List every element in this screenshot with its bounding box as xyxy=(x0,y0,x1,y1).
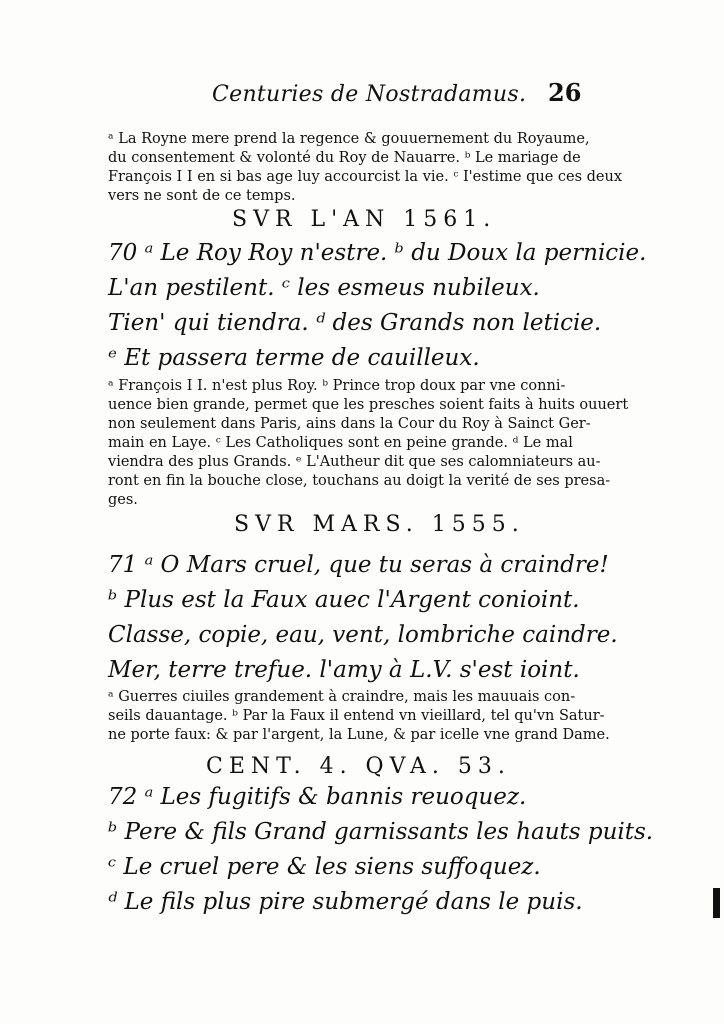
note-line: non seulement dans Paris, ains dans la Cour du Roy à Sainct Ger- xyxy=(108,416,591,432)
running-header: Centuries de Nostradamus. xyxy=(212,82,527,107)
verse-line: Classe, copie, eau, vent, lombriche caindre. xyxy=(108,622,618,648)
section-heading-3: CENT. 4. QVA. 53. xyxy=(206,754,511,779)
note-line: main en Laye. ᶜ Les Catholiques sont en peine grande. ᵈ Le mal xyxy=(108,435,573,451)
note-line: ront en fin la bouche close, touchans au doigt la verité de ses presa- xyxy=(108,473,611,489)
verse-line: 70 ᵃ Le Roy Roy n'estre. ᵇ du Doux la pernicie. xyxy=(108,240,647,266)
section-heading-1: SVR L'AN 1561. xyxy=(232,207,497,232)
note-line: François I I en si bas age luy accourcist la vie. ᶜ I'estime que ces deux xyxy=(108,169,623,185)
verse-line: L'an pestilent. ᶜ les esmeus nubileux. xyxy=(108,275,540,301)
verse-line: ᵇ Pere & fils Grand garnissants les hauts puits. xyxy=(108,819,654,845)
notes-block-top xyxy=(108,130,623,206)
verse-line: ᶜ Le cruel pere & les siens suffoquez. xyxy=(108,854,541,880)
quatrain-71 xyxy=(108,548,618,688)
section-heading-2: SVR MARS. 1555. xyxy=(234,512,525,537)
note-line: ges. xyxy=(108,492,138,508)
note-line: seils dauantage. ᵇ Par la Faux il entend vn vieillard, tel qu'vn Satur- xyxy=(108,708,605,724)
page-number: 26 xyxy=(548,78,582,107)
note-line: uence bien grande, permet que les presches soient faits à huits ouuert xyxy=(108,397,629,413)
note-line: ne porte faux: & par l'argent, la Lune, & par icelle vne grand Dame. xyxy=(108,727,610,743)
verse-line: 71 ᵃ O Mars cruel, que tu seras à craindre! xyxy=(108,552,609,578)
verse-line: ᵉ Et passera terme de cauilleux. xyxy=(108,345,480,371)
note-line: ᵃ François I I. n'est plus Roy. ᵇ Prince trop doux par vne conni- xyxy=(108,378,566,394)
quatrain-72 xyxy=(108,780,653,920)
note-line: vers ne sont de ce temps. xyxy=(108,188,296,204)
notes-block-71 xyxy=(108,688,610,745)
quatrain-70 xyxy=(108,236,646,376)
scan-edge-mark xyxy=(713,888,720,918)
note-line: ᵃ Guerres ciuiles grandement à craindre, mais les mauuais con- xyxy=(108,689,576,705)
verse-line: ᵇ Plus est la Faux auec l'Argent conioint. xyxy=(108,587,580,613)
note-line: viendra des plus Grands. ᵉ L'Autheur dit que ses calomniateurs au- xyxy=(108,454,601,470)
note-line: ᵃ La Royne mere prend la regence & gouuernement du Royaume, xyxy=(108,131,590,147)
verse-line: Tien' qui tiendra. ᵈ des Grands non leticie. xyxy=(108,310,602,336)
verse-line: ᵈ Le fils plus pire submergé dans le puis. xyxy=(108,889,583,915)
verse-line: Mer, terre trefue. l'amy à L.V. s'est ioint. xyxy=(108,657,580,683)
verse-line: 72 ᵃ Les fugitifs & bannis reuoquez. xyxy=(108,784,527,810)
note-line: du consentement & volonté du Roy de Nauarre. ᵇ Le mariage de xyxy=(108,150,581,166)
notes-block-70 xyxy=(108,377,629,510)
